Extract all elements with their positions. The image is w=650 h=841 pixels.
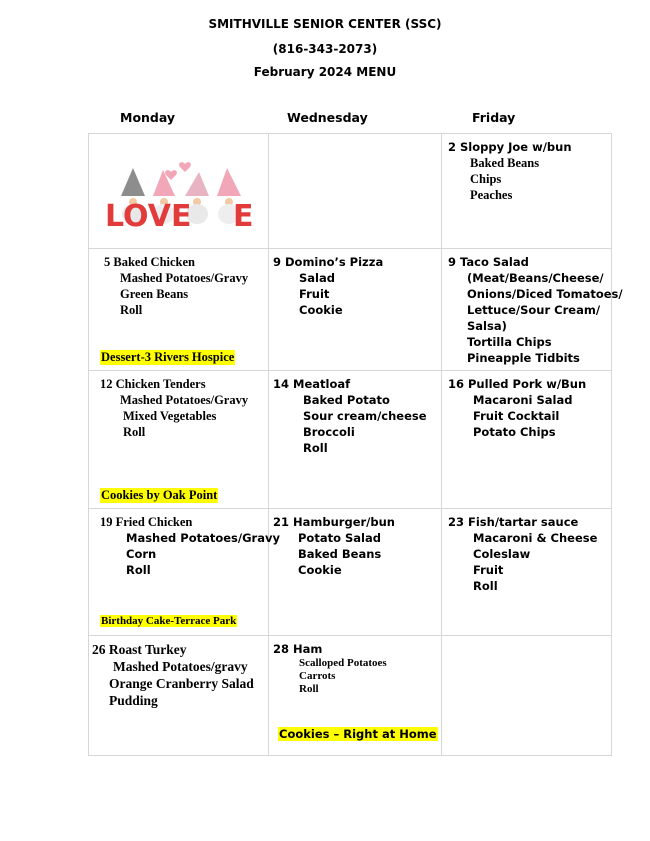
menu-item: Fruit — [473, 563, 504, 577]
love-letters: LOVE — [105, 199, 192, 231]
menu-item: Coleslaw — [473, 547, 531, 561]
menu-item: Mashed Potatoes/Gravy — [126, 531, 280, 545]
menu-item: Pudding — [109, 693, 158, 708]
sponsor-note: Dessert-3 Rivers Hospice — [101, 350, 235, 364]
menu-item: Baked Potato — [303, 393, 390, 407]
cell-mon-wk2 — [89, 249, 269, 371]
menu-item: Sour cream/cheese — [303, 409, 427, 423]
cell-mon-wk1 — [89, 134, 269, 249]
menu-item: Mixed Vegetables — [123, 409, 217, 423]
cell-wed-wk1 — [269, 134, 442, 249]
menu-item: Cookie — [299, 303, 343, 317]
menu-item: Macaroni & Cheese — [473, 531, 598, 545]
cell-wed-wk4 — [269, 509, 442, 636]
cell-mon-wk5 — [89, 636, 269, 756]
week-row-4 — [89, 509, 612, 636]
menu-item: Roll — [123, 425, 146, 439]
menu-item: 19 Fried Chicken — [100, 515, 193, 529]
menu-item: Pineapple Tidbits — [467, 351, 580, 365]
menu-item: Baked Beans — [298, 547, 382, 561]
cell-fri-wk5 — [442, 636, 612, 756]
sponsor-note: Cookies by Oak Point — [101, 488, 218, 502]
menu-item: Orange Cranberry Salad — [109, 676, 254, 691]
gnome-love-decoration — [101, 156, 261, 231]
menu-item: Baked Beans — [470, 156, 540, 170]
cell-wed-wk5 — [269, 636, 442, 756]
center-phone: (816-343-2073) — [272, 42, 378, 56]
week-row-5 — [89, 636, 612, 756]
sponsor-note: Birthday Cake-Terrace Park — [101, 615, 237, 627]
svg-text:E: E — [233, 199, 254, 231]
menu-item: Tortilla Chips — [467, 335, 552, 349]
menu-item: Carrots — [299, 670, 336, 682]
week-row-3 — [89, 371, 612, 509]
menu-item: Macaroni Salad — [473, 393, 573, 407]
center-title: SMITHVILLE SENIOR CENTER (SSC) — [208, 17, 442, 31]
menu-item: 28 Ham — [273, 642, 323, 656]
menu-item: Scalloped Potatoes — [299, 657, 387, 669]
cell-mon-wk4 — [89, 509, 280, 636]
week-row-1 — [89, 134, 612, 249]
cell-wed-wk2 — [269, 249, 442, 371]
cell-wed-wk3 — [269, 371, 442, 509]
sponsor-note: Cookies – Right at Home — [279, 727, 437, 741]
menu-item: Roll — [299, 683, 319, 695]
day-header-wednesday: Wednesday — [287, 110, 368, 125]
menu-title: February 2024 MENU — [253, 65, 397, 79]
menu-item: Roll — [303, 441, 328, 455]
menu-item: Potato Salad — [298, 531, 381, 545]
menu-item: Cookie — [298, 563, 342, 577]
cell-fri-wk3 — [442, 371, 612, 509]
menu-item: 23 Fish/tartar sauce — [448, 515, 579, 529]
menu-item: Mashed Potatoes/Gravy — [120, 393, 249, 407]
menu-item: 12 Chicken Tenders — [100, 377, 206, 391]
menu-item: Roll — [473, 579, 498, 593]
menu-item: Mashed Potatoes/gravy — [113, 659, 248, 674]
cell-fri-wk2 — [442, 249, 623, 371]
menu-item: Peaches — [470, 188, 513, 202]
week-row-2 — [89, 249, 612, 371]
menu-item: Broccoli — [303, 425, 355, 439]
menu-item: Corn — [126, 547, 157, 561]
menu-item: Lettuce/Sour Cream/ — [467, 303, 601, 317]
menu-item: Salsa) — [467, 319, 507, 333]
menu-item: Fruit — [299, 287, 330, 301]
cell-fri-wk4 — [442, 509, 612, 636]
menu-item: 14 Meatloaf — [273, 377, 351, 391]
menu-item: Roll — [120, 303, 143, 317]
menu-item: Potato Chips — [473, 425, 556, 439]
menu-item: 16 Pulled Pork w/Bun — [448, 377, 587, 391]
menu-item: Chips — [470, 172, 502, 186]
menu-item: Salad — [299, 271, 335, 285]
menu-item: Fruit Cocktail — [473, 409, 560, 423]
menu-item: (Meat/Beans/Cheese/ — [467, 271, 604, 285]
menu-item: 5 Baked Chicken — [104, 255, 195, 269]
menu-item: Onions/Diced Tomatoes/ — [467, 287, 623, 301]
day-header-friday: Friday — [472, 110, 516, 125]
day-header-monday: Monday — [120, 110, 176, 125]
menu-item: 9 Domino’s Pizza — [273, 255, 384, 269]
menu-item: Green Beans — [120, 287, 189, 301]
menu-item: Roll — [126, 563, 151, 577]
cell-mon-wk3 — [89, 371, 269, 509]
menu-item: 2 Sloppy Joe w/bun — [448, 140, 572, 154]
cell-fri-wk1 — [442, 134, 612, 249]
heart-icon — [179, 162, 191, 172]
menu-item: Mashed Potatoes/Gravy — [120, 271, 249, 285]
menu-item: 21 Hamburger/bun — [273, 515, 395, 529]
menu-item: 26 Roast Turkey — [92, 642, 187, 657]
menu-item: 9 Taco Salad — [448, 255, 529, 269]
menu-table — [88, 133, 623, 756]
